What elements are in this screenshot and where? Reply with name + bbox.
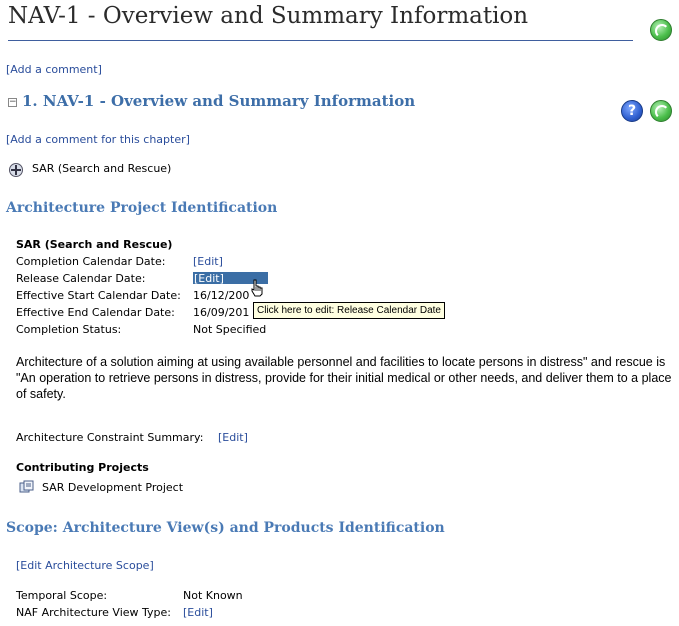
title-divider (8, 40, 633, 41)
temporal-scope-label: Temporal Scope: (16, 589, 108, 602)
completion-status-value: Not Specified (193, 323, 267, 336)
chapter-title: 1. NAV-1 - Overview and Summary Information (22, 92, 416, 110)
edit-tooltip: Click here to edit: Release Calendar Date (253, 302, 445, 319)
chapter-subject: SAR (Search and Rescue) (32, 162, 172, 175)
completion-date-edit-link[interactable]: [Edit] (193, 255, 223, 268)
completion-date-label: Completion Calendar Date: (16, 255, 166, 268)
help-icon[interactable]: ? (621, 100, 643, 122)
compass-icon (9, 163, 23, 177)
release-date-label: Release Calendar Date: (16, 272, 146, 285)
add-chapter-comment-link[interactable]: [Add a comment for this chapter] (6, 133, 190, 146)
edit-architecture-scope-link[interactable]: [Edit Architecture Scope] (16, 559, 154, 572)
contributing-project-link[interactable]: SAR Development Project (42, 481, 184, 494)
collapse-icon[interactable]: − (9, 97, 17, 107)
chapter-refresh-icon[interactable] (650, 100, 672, 122)
effective-end-value: 16/09/201 (193, 306, 250, 319)
constraint-summary-edit-link[interactable]: [Edit] (218, 431, 248, 444)
scope-heading: Scope: Architecture View(s) and Products Identification (6, 520, 445, 536)
page-title: NAV-1 - Overview and Summary Information (8, 3, 529, 29)
add-comment-link[interactable]: [Add a comment] (6, 63, 102, 76)
contributing-projects-heading: Contributing Projects (16, 461, 149, 474)
view-type-edit-link[interactable]: [Edit] (183, 606, 213, 619)
effective-start-label: Effective Start Calendar Date: (16, 289, 181, 302)
refresh-icon[interactable] (650, 19, 672, 41)
project-icon (19, 480, 34, 494)
project-name: SAR (Search and Rescue) (16, 238, 173, 251)
completion-status-label: Completion Status: (16, 323, 122, 336)
release-date-edit-text: [Edit] (194, 272, 224, 285)
effective-start-value: 16/12/200 (193, 289, 250, 302)
effective-end-label: Effective End Calendar Date: (16, 306, 175, 319)
identification-heading: Architecture Project Identification (6, 200, 278, 216)
constraint-summary-label: Architecture Constraint Summary: (16, 431, 204, 444)
temporal-scope-value: Not Known (183, 589, 243, 602)
architecture-description: Architecture of a solution aiming at using available personnel and facilities to locate persons in distress" and rescue is "An operation to retrieve persons in distress, provide for their initial medical or other needs, and deliver them to a place of safety. (16, 355, 672, 401)
hand-cursor-icon (250, 279, 264, 297)
view-type-label: NAF Architecture View Type: (16, 606, 171, 619)
